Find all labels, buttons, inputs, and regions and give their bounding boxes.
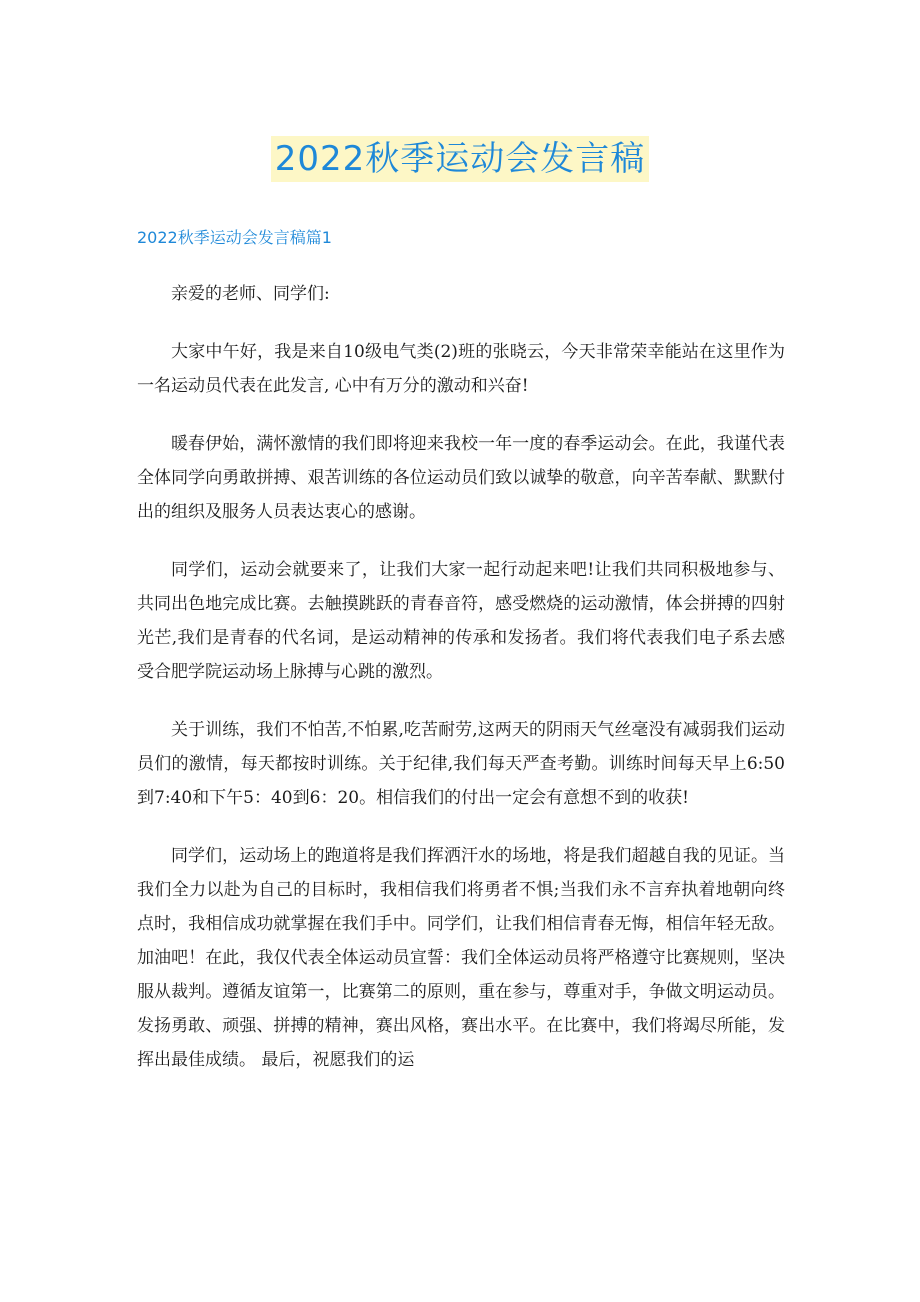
paragraph-oath: 同学们，运动场上的跑道将是我们挥洒汗水的场地，将是我们超越自我的见证。当我们全力以赴为自己的目标时，我相信我们将勇者不惧;当我们永不言弃执着地朝向终点时，我相信成功就掌握在我们手中。同学们，让我们相信青春无悔，相信年轻无敌。加油吧！在此，我仅代表全体运动员宣誓：我们全体运动员将严格遵守比赛规则，坚决服从裁判。遵循友谊第一，比赛第二的原则，重在参与，尊重对手，争做文明运动员。发扬勇敢、顽强、拼搏的精神，赛出风格，赛出水平。在比赛中，我们将竭尽所能，发挥出最佳成绩。 最后，祝愿我们的运 (137, 846, 785, 1070)
paragraph-introduction: 大家中午好，我是来自10级电气类(2)班的张晓云，今天非常荣幸能站在这里作为一名运动员代表在此发言, 心中有万分的激动和兴奋! (137, 342, 785, 396)
document-title: 2022秋季运动会发言稿 (271, 136, 650, 182)
paragraph-training: 关于训练，我们不怕苦,不怕累,吃苦耐劳,这两天的阴雨天气丝毫没有减弱我们运动员们的激情，每天都按时训练。关于纪律,我们每天严查考勤。训练时间每天早上6:50到7:40和下午5：40到6：20。相信我们的付出一定会有意想不到的收获! (137, 720, 785, 808)
title-container (0, 136, 920, 182)
paragraph-welcome: 暖春伊始，满怀激情的我们即将迎来我校一年一度的春季运动会。在此，我谨代表全体同学向勇敢拼搏、艰苦训练的各位运动员们致以诚挚的敬意，向辛苦奉献、默默付出的组织及服务人员表达衷心的感谢。 (137, 434, 785, 522)
section-heading: 2022秋季运动会发言稿篇1 (137, 228, 332, 247)
paragraph-greeting: 亲爱的老师、同学们: (171, 284, 330, 304)
paragraph-call-to-action: 同学们，运动会就要来了，让我们大家一起行动起来吧!让我们共同积极地参与、共同出色地完成比赛。去触摸跳跃的青春音符，感受燃烧的运动激情，体会拼搏的四射光芒,我们是青春的代名词，是运动精神的传承和发扬者。我们将代表我们电子系去感受合肥学院运动场上脉搏与心跳的激烈。 (137, 560, 785, 682)
document-body (137, 277, 785, 1101)
